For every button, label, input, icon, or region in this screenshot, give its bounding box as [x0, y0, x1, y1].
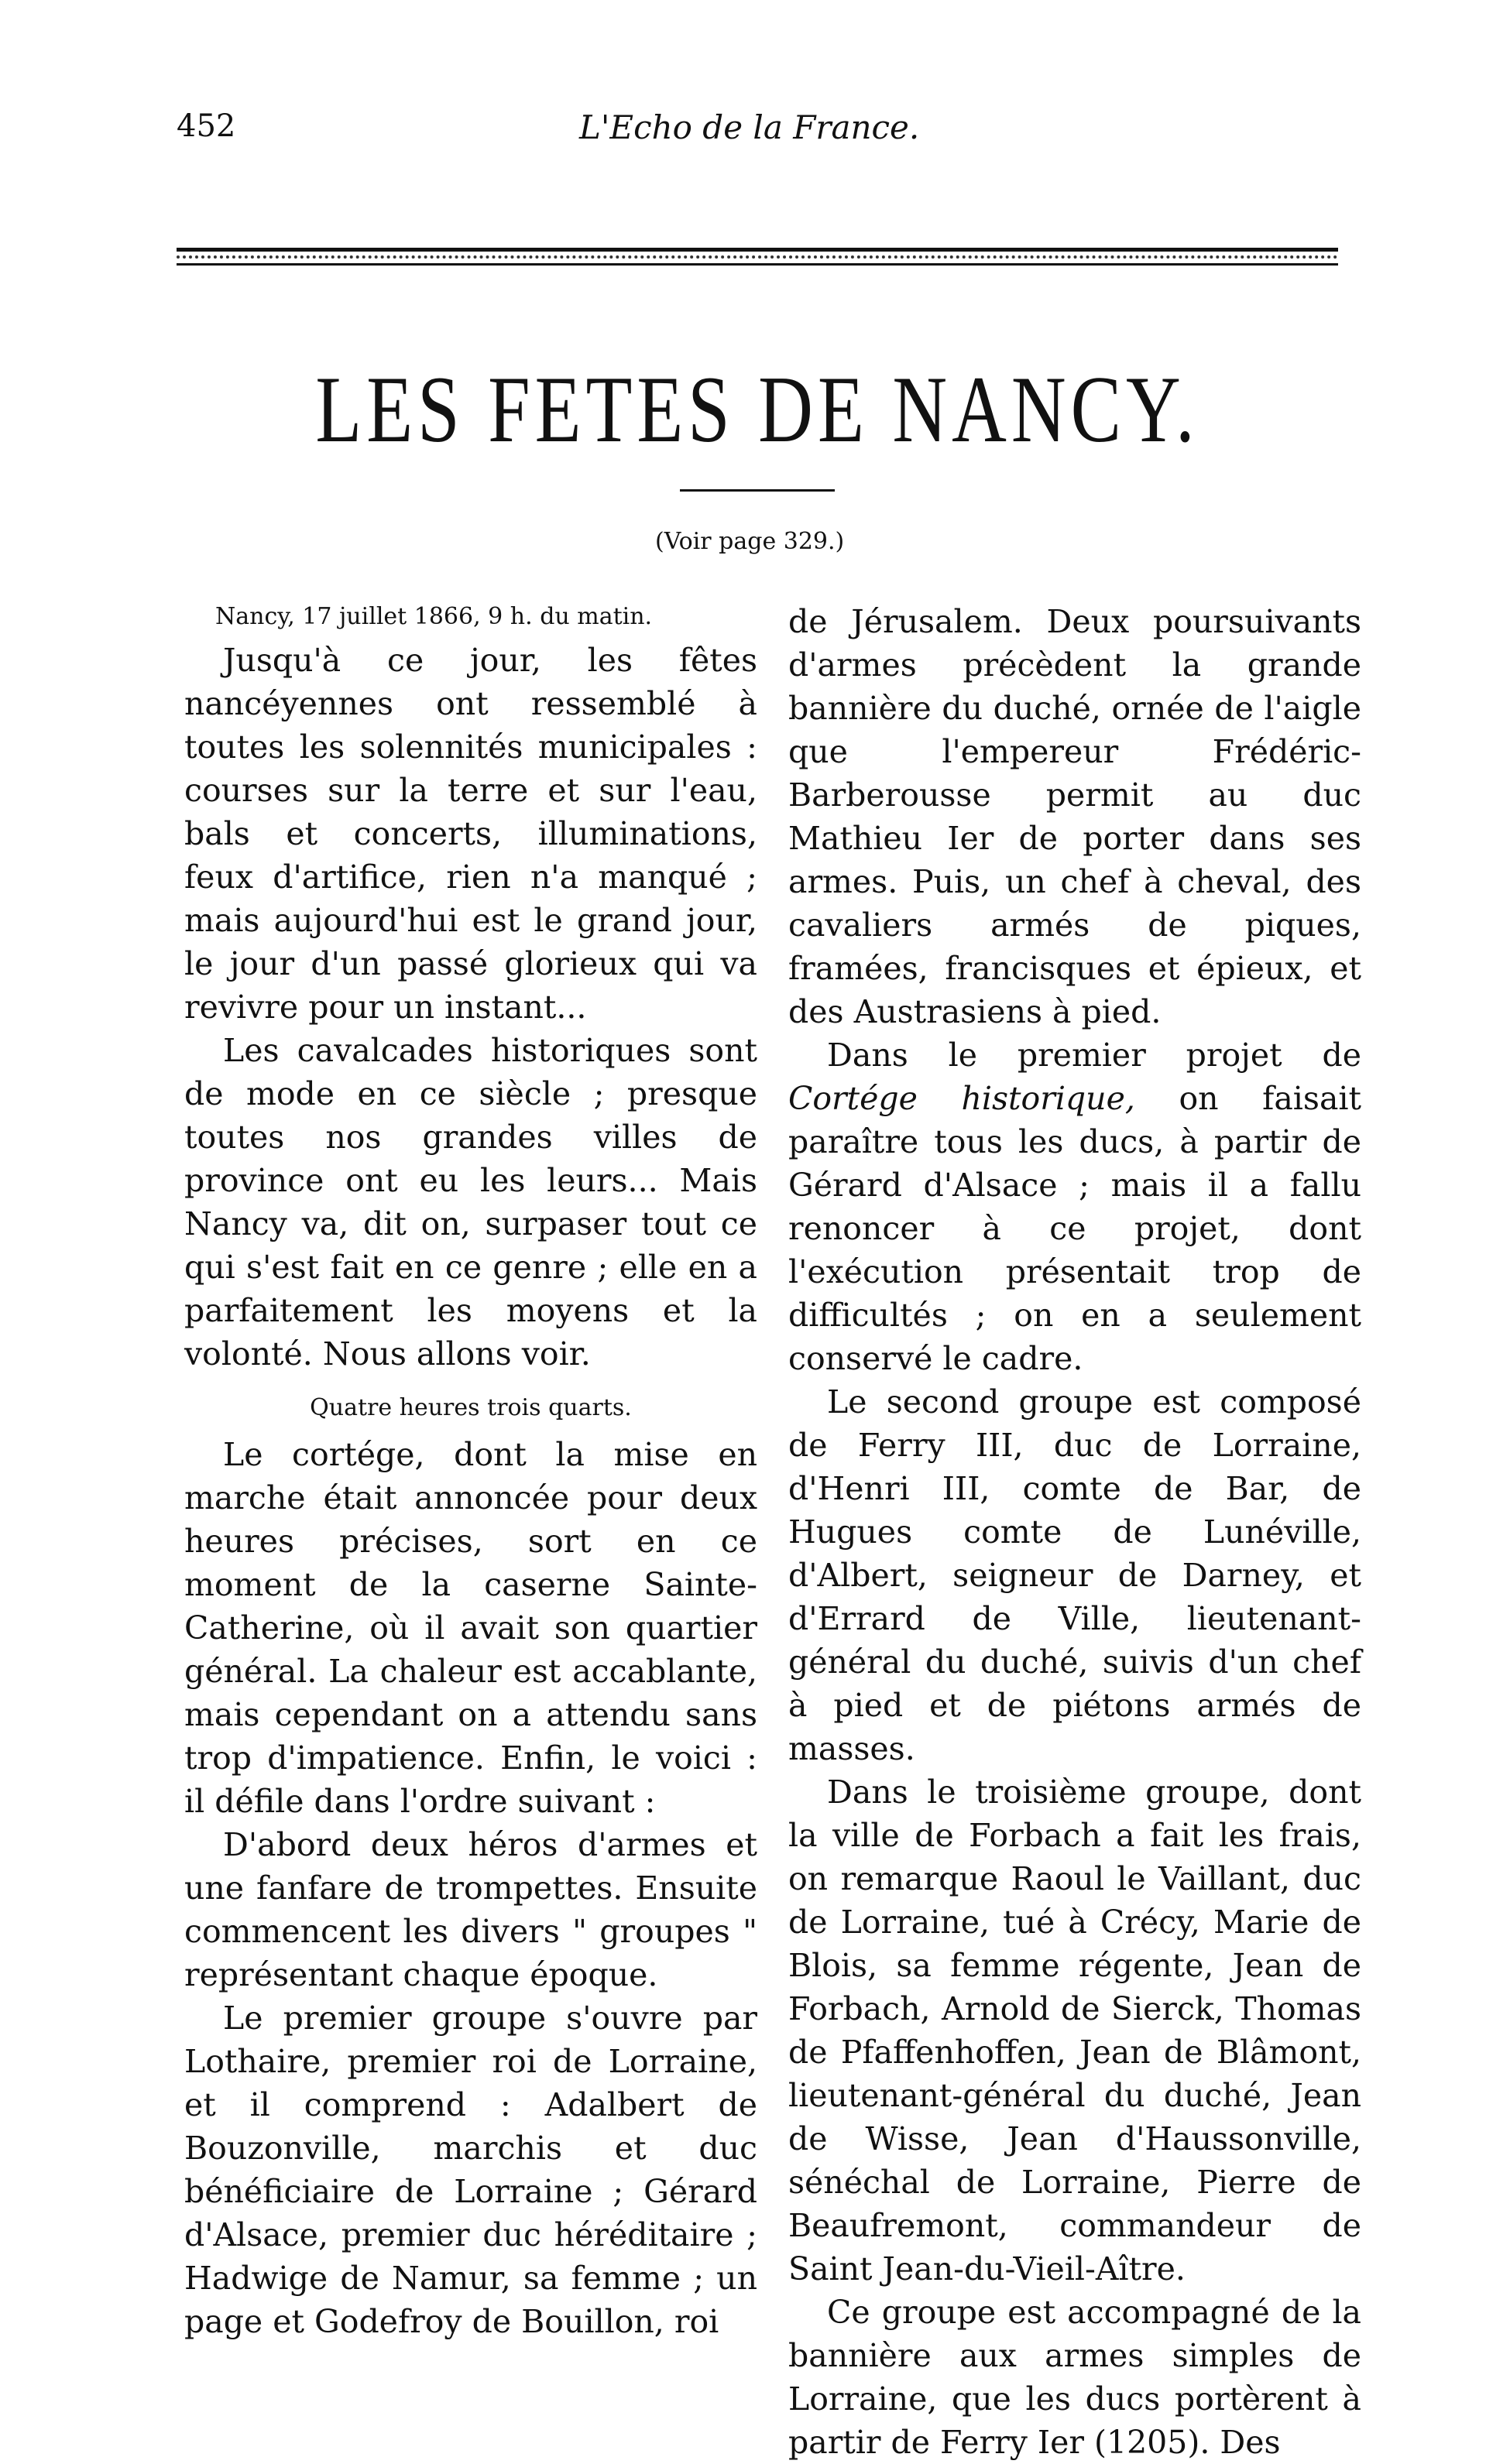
- paragraph: D'abord deux héros d'armes et une fanfare de trompettes. Ensuite commencent les divers " groupes " représentant chaque époque.: [184, 1826, 757, 1993]
- paragraph: Le premier groupe s'ouvre par Lothaire, premier roi de Lorraine, et il comprend : Adalbert de Bouzonville, marchis et duc bénéficiaire de Lorraine ; Gérard d'Alsace, premier duc héréditaire ; Hadwige de Namur, sa femme ; un page et Godefroy de Bouillon, roi: [184, 2000, 757, 2340]
- title-divider: [680, 489, 835, 492]
- left-column: [184, 600, 757, 2343]
- dateline: Nancy, 17 juillet 1866, 9 h. du matin.: [215, 603, 653, 630]
- paragraph: Les cavalcades historiques sont de mode en ce siècle ; presque toutes nos grandes villes de province ont eu les leurs... Mais Nancy va, dit on, surpaser tout ce qui s'est fait en ce genre ; elle en a parfaitement les moyens et la volonté. Nous allons voir.: [184, 1032, 757, 1373]
- right-column: [788, 600, 1361, 2464]
- paragraph: Jusqu'à ce jour, les fêtes nancéyennes ont ressemblé à toutes les solennités municipales : courses sur la terre et sur l'eau, bals et concerts, illuminations, feux d'artifice, rien n'a manqué ; mais aujourd'hui est le grand jour, le jour d'un passé glorieux qui va revivre pour un instant...: [184, 642, 757, 1026]
- paragraph: [788, 1033, 1361, 1380]
- rule-dotted-line: [177, 255, 1338, 259]
- paragraph-continuation: de Jérusalem. Deux poursuivants d'armes précèdent la grande bannière du duché, ornée de l'aigle que l'empereur Frédéric-Barberousse permit au duc Mathieu Ier de porter dans ses armes. Puis, un chef à cheval, des cavaliers armés de piques, framées, francisques et épieux, et des Austrasiens à pied.: [788, 603, 1361, 1030]
- paragraph: Le second groupe est composé de Ferry III, duc de Lorraine, d'Henri III, comte de Bar, de Hugues comte de Lunéville, d'Albert, seigneur de Darney, et d'Errard de Ville, lieutenant-général du duché, suivis d'un chef à pied et de piétons armés de masses.: [788, 1383, 1361, 1767]
- italic-title: Cortége historique,: [788, 1080, 1135, 1117]
- article-title: LES FETES DE NANCY.: [315, 358, 1199, 463]
- text-run: Dans le premier projet de: [827, 1037, 1361, 1074]
- paragraph: Ce groupe est accompagné de la bannière aux armes simples de Lorraine, que les ducs portèrent à partir de Ferry Ier (1205). Des: [788, 2294, 1361, 2461]
- rule-line: [177, 263, 1338, 266]
- rule-line: [177, 248, 1338, 252]
- ornamental-rule: [177, 248, 1338, 269]
- subheading: Quatre heures trois quarts.: [310, 1394, 632, 1421]
- running-head: [177, 108, 1377, 163]
- page-number: 452: [177, 108, 236, 144]
- paragraph: Dans le troisième groupe, dont la ville de Forbach a fait les frais, on remarque Raoul le Vaillant, duc de Lorraine, tué à Crécy, Marie de Blois, sa femme régente, Jean de Forbach, Arnold de Sierck, Thomas de Pfaffenhoffen, Jean de Blâmont, lieutenant-général du duché, Jean de Wisse, Jean d'Haussonville, sénéchal de Lorraine, Pierre de Beaufremont, commandeur de Saint Jean-du-Vieil-Aître.: [788, 1773, 1361, 2288]
- text-run: on faisait paraître tous les ducs, à partir de Gérard d'Alsace ; mais il a fallu renoncer à ce projet, dont l'exécution présentait trop de difficultés ; on en a seulement conservé le cadre.: [788, 1080, 1361, 1377]
- paragraph: Le cortége, dont la mise en marche était annoncée pour deux heures précises, sort en ce moment de la caserne Sainte-Catherine, où il avait son quartier général. La chaleur est accablante, mais cependant on a attendu sans trop d'impatience. Enfin, le voici : il défile dans l'ordre suivant :: [184, 1436, 757, 1820]
- page-reference: (Voir page 329.): [655, 528, 845, 555]
- journal-title: L'Echo de la France.: [579, 108, 920, 146]
